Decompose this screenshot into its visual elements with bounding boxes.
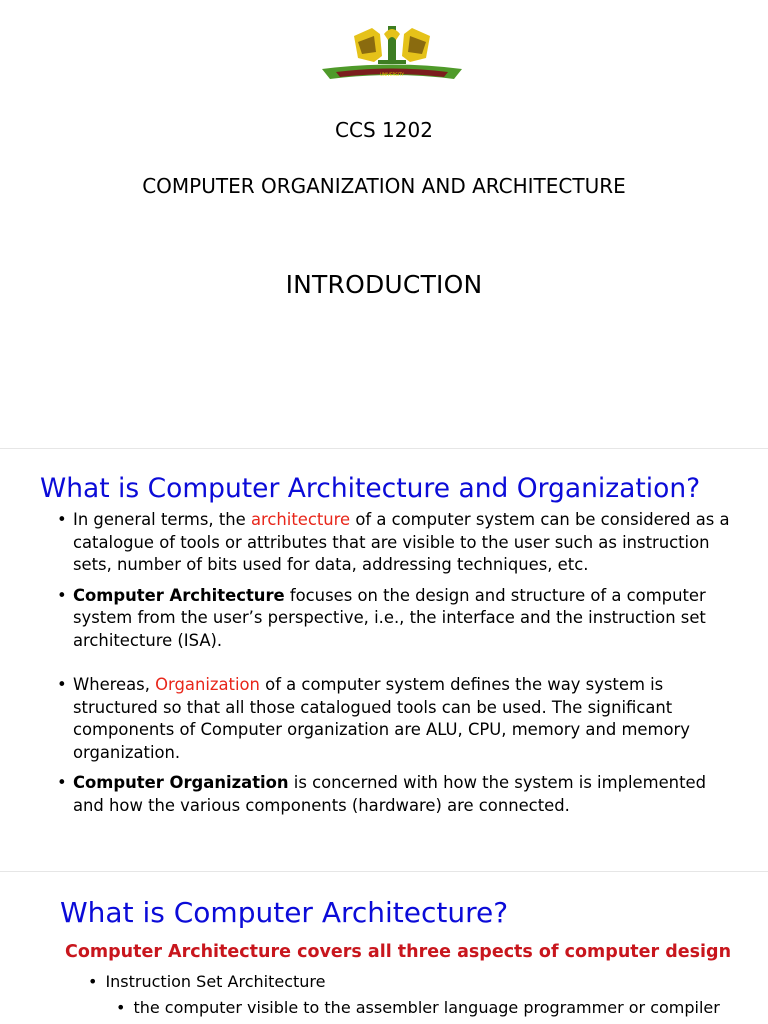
bullet-text: of a computer system can be considered as a catalogue of tools or attributes that are visible to the user such as instruction sets, number of bits used for data, addressing techniques, etc. xyxy=(73,510,730,574)
bullet-icon: • xyxy=(88,972,98,991)
bullet-text: of a computer system defines the way system is structured so that all those catalogued tools can be used. The significant components of Computer organization are ALU, CPU, memory and memory organization. xyxy=(73,675,690,762)
highlight-text: Organization xyxy=(155,675,260,694)
slide-heading: What is Computer Architecture? xyxy=(60,896,509,929)
bullet-icon: • xyxy=(116,998,126,1017)
bold-term: Computer Organization xyxy=(73,773,289,792)
topic-title: INTRODUCTION xyxy=(285,270,483,299)
bullet-text: focuses on the design and structure of a computer system from the user’s perspective, i.e., the interface and the instruction set architecture (ISA). xyxy=(73,585,706,650)
bold-term: Computer Architecture xyxy=(73,585,285,605)
bullet-icon: • xyxy=(57,585,67,605)
slide-heading: What is Computer Architecture and Organization? xyxy=(40,473,701,504)
list-item-text: Instruction Set Architecture xyxy=(105,972,326,991)
course-code: CCS 1202 xyxy=(335,118,433,142)
bullet-text: Whereas, xyxy=(73,675,156,694)
architecture-slide xyxy=(0,872,768,1024)
bullet-item xyxy=(55,585,735,653)
list-subitem xyxy=(116,998,720,1017)
list-subitem-text: the computer visible to the assembler language programmer or compiler xyxy=(133,998,720,1017)
title-slide xyxy=(0,0,768,449)
list-item xyxy=(88,972,325,991)
university-crest-logo xyxy=(314,22,470,92)
bullet-item xyxy=(55,509,735,577)
definition-slide xyxy=(0,449,768,872)
slide-subheading: Computer Architecture covers all three aspects of computer design xyxy=(65,942,732,962)
bullet-item xyxy=(55,772,735,817)
bullet-icon: • xyxy=(57,510,67,529)
bullet-icon: • xyxy=(57,773,67,792)
bullet-text: is concerned with how the system is implemented and how the various components (hardware) are connected. xyxy=(73,773,706,815)
bullet-text: In general terms, the xyxy=(73,510,251,529)
bullet-icon: • xyxy=(57,675,67,694)
svg-text:UNIVERSITY: UNIVERSITY xyxy=(380,72,404,77)
bullet-list xyxy=(55,509,735,825)
course-title: COMPUTER ORGANIZATION AND ARCHITECTURE xyxy=(142,174,626,198)
bullet-item xyxy=(55,674,735,764)
highlight-text: architecture xyxy=(250,510,351,529)
